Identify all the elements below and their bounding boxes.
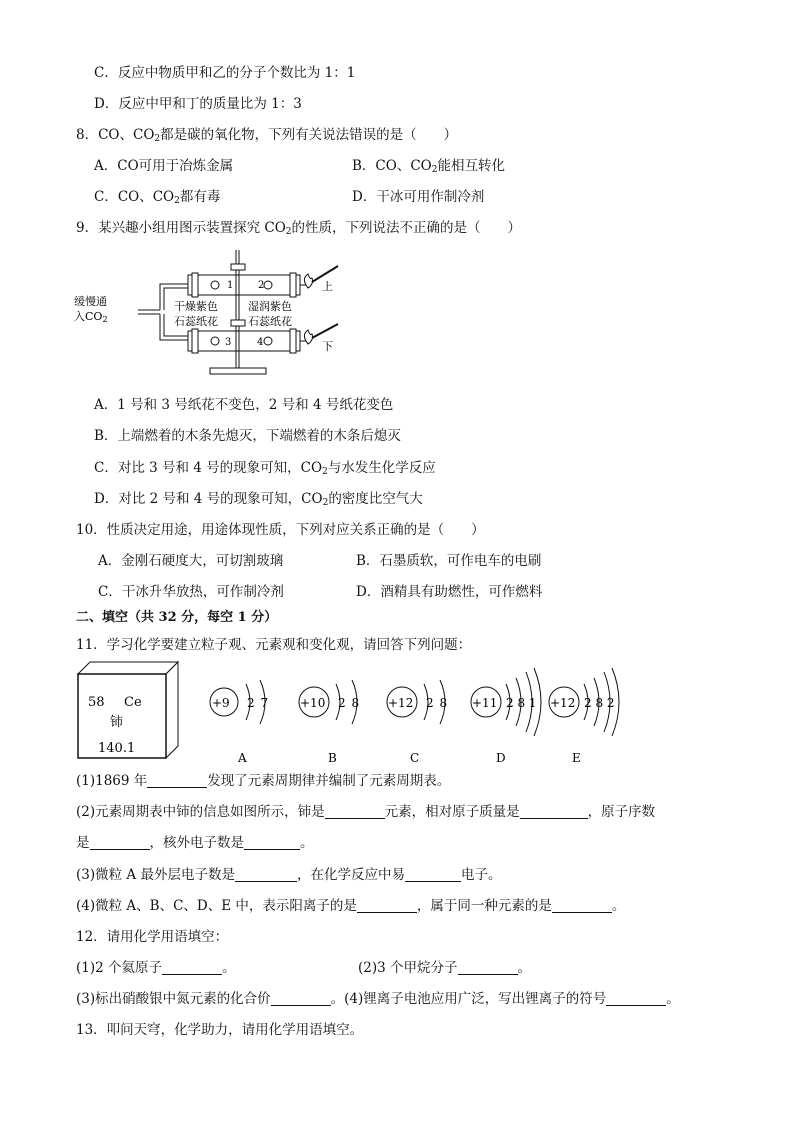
q11-part-4: (4)微粒 A、B、C、D、E 中，表示阳离子的是 ，属于同一种元素的是 。 — [76, 898, 626, 914]
atom-b — [299, 680, 360, 765]
svg-text:B: B — [328, 751, 337, 765]
svg-text:2 8 2: 2 8 2 — [584, 696, 615, 710]
answer-blank[interactable] — [606, 991, 666, 1006]
atom-a — [210, 680, 269, 765]
section-heading: 二、填空（共 32 分，每空 1 分） — [76, 610, 278, 625]
svg-text:D: D — [496, 751, 506, 765]
element-symbol: Ce — [124, 695, 142, 710]
bottom-label: 下 — [322, 340, 333, 353]
inlet-label-2: 入CO2 — [74, 310, 108, 324]
svg-text:+12: +12 — [388, 696, 414, 710]
q9-option-b: B．上端燃着的木条先熄灭，下端燃着的木条后熄灭 — [94, 428, 401, 444]
q8-option-c: C．CO、$CO_2$都有毒 — [94, 189, 221, 206]
flower-label-2: 2 — [258, 280, 265, 291]
q10-option-d: D．酒精具有助燃性，可作燃料 — [356, 584, 543, 600]
lower-tube — [188, 329, 310, 353]
answer-blank[interactable] — [90, 835, 150, 850]
wet-flower-label-1: 湿润紫色 — [248, 300, 292, 313]
svg-text:2 8: 2 8 — [426, 696, 449, 710]
svg-text:+9: +9 — [212, 696, 230, 710]
upper-tube — [188, 273, 310, 297]
q13-stem: 13．叩问天穹，化学助力，请用化学用语填空。 — [76, 1022, 364, 1038]
q11-part-2: (2)元素周期表中铈的信息如图所示，铈是 元素，相对原子质量是 ，原子序数 — [76, 804, 656, 820]
q11-part-2-cont: 是 ，核外电子数是 。 — [76, 835, 314, 851]
element-name: 铈 — [110, 715, 124, 730]
atom-e — [549, 668, 619, 765]
q12-stem: 12．请用化学用语填空： — [76, 929, 229, 945]
q11-part-1: (1)1869 年 发现了元素周期律并编制了元素周期表。 — [76, 773, 451, 789]
q11-stem: 11．学习化学要建立粒子观、元素观和变化观，请回答下列问题： — [76, 637, 472, 653]
q11-part-3: (3)微粒 A 最外层电子数是 ，在化学反应中易 电子。 — [76, 867, 502, 883]
answer-blank[interactable] — [325, 804, 385, 819]
cerium-element-cell — [74, 660, 182, 760]
flower-label-4: 4 — [257, 337, 264, 348]
q10-stem: 10．性质决定用途，用途体现性质，下列对应关系正确的是（ ） — [76, 522, 485, 538]
answer-blank[interactable] — [235, 867, 297, 882]
q12-part-1: (1)2 个氦原子 。 — [76, 960, 236, 976]
inlet-label-1: 缓慢通 — [74, 295, 107, 308]
atom-c — [387, 680, 448, 765]
svg-text:E: E — [572, 751, 581, 765]
answer-blank[interactable] — [405, 867, 461, 882]
atomic-mass: 140.1 — [98, 741, 136, 756]
answer-blank[interactable] — [244, 835, 300, 850]
svg-text:A: A — [238, 751, 247, 765]
q8-option-d: D．干冰可用作制冷剂 — [352, 189, 485, 205]
q9-apparatus-figure — [70, 248, 350, 384]
q9-option-c: C．对比 3 号和 4 号的现象可知，$CO_2$与水发生化学反应 — [94, 460, 436, 477]
flower-label-1: 1 — [227, 280, 234, 291]
dry-flower-label-2: 石蕊纸花 — [174, 315, 218, 328]
svg-text:+10: +10 — [300, 696, 326, 710]
q7-option-d: D．反应中甲和丁的质量比为 1：3 — [94, 96, 302, 112]
q9-option-a: A．1 号和 3 号纸花不变色，2 号和 4 号纸花变色 — [94, 397, 394, 413]
answer-blank[interactable] — [520, 804, 588, 819]
answer-blank[interactable] — [271, 991, 331, 1006]
svg-text:2 8: 2 8 — [338, 696, 361, 710]
wet-flower-label-2: 石蕊纸花 — [248, 315, 292, 328]
q7-option-c: C．反应中物质甲和乙的分子个数比为 1：1 — [94, 65, 356, 81]
flower-label-3: 3 — [225, 337, 232, 348]
svg-text:2 8 1: 2 8 1 — [506, 696, 537, 710]
q10-option-a: A．金刚石硬度大，可切割玻璃 — [98, 553, 284, 569]
q8-option-b: B．CO、$CO_2$能相互转化 — [352, 158, 505, 175]
dry-flower-label-1: 干燥紫色 — [174, 300, 218, 313]
q9-option-d: D．对比 2 号和 4 号的现象可知，$CO_2$的密度比空气大 — [94, 491, 423, 508]
top-label: 上 — [322, 280, 333, 293]
atomic-number: 58 — [88, 695, 105, 710]
svg-text:C: C — [410, 751, 420, 765]
q10-option-c: C．干冰升华放热，可作制冷剂 — [98, 584, 284, 600]
q8-option-a: A．CO可用于冶炼金属 — [94, 158, 234, 174]
atom-d — [471, 668, 541, 765]
svg-text:2 7: 2 7 — [247, 696, 270, 710]
answer-blank[interactable] — [458, 960, 518, 975]
atom-structure-diagrams — [200, 660, 630, 768]
q8-stem: 8．CO、$CO_2$都是碳的氧化物，下列有关说法错误的是（ ） — [76, 127, 458, 144]
q12-part-3-4: (3)标出硝酸银中氮元素的化合价 。(4)锂离子电池应用广泛，写出锂离子的符号 。 — [76, 991, 680, 1007]
q9-stem: 9．某兴趣小组用图示装置探究 $CO_2$的性质，下列说法不正确的是（ ） — [76, 220, 522, 237]
q12-part-2: (2)3 个甲烷分子 。 — [358, 960, 532, 976]
svg-text:+12: +12 — [550, 696, 576, 710]
answer-blank[interactable] — [552, 898, 612, 913]
answer-blank[interactable] — [147, 773, 207, 788]
answer-blank[interactable] — [357, 898, 417, 913]
answer-blank[interactable] — [162, 960, 222, 975]
q10-option-b: B．石墨质软，可作电车的电刷 — [356, 553, 542, 569]
svg-text:+11: +11 — [472, 696, 498, 710]
